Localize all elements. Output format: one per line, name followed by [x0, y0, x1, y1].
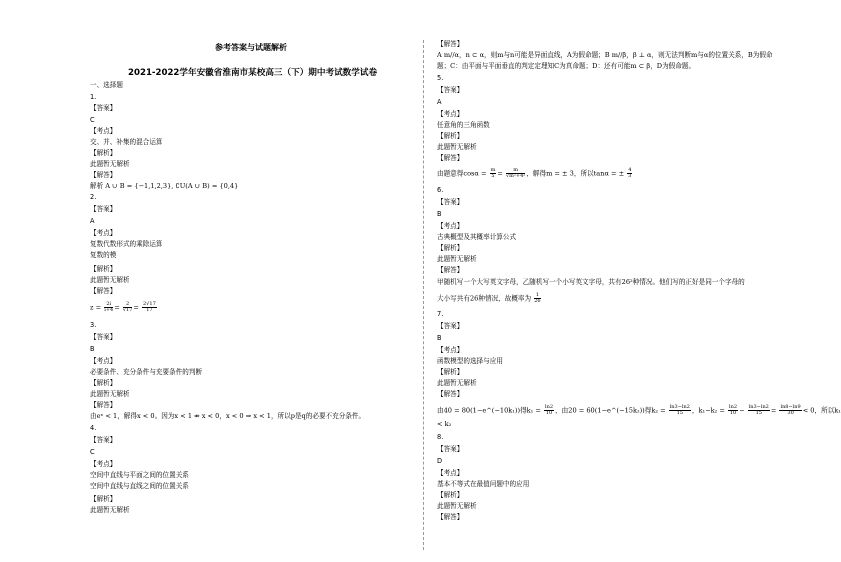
topic-value: 基本不等式在最值问题中的应用 — [437, 480, 530, 488]
topic-label: 【考点】 — [437, 222, 464, 230]
document-subtitle: 2021-2022学年安徽省淮南市某校高三（下）期中考试数学试卷 — [128, 68, 378, 78]
answer-label: 【答案】 — [437, 198, 464, 206]
fraction: $\frac{4}{3}$ — [628, 167, 632, 179]
question-number: 1. — [90, 93, 97, 101]
answer-label: 【答案】 — [90, 205, 117, 213]
column-divider — [423, 40, 424, 550]
fraction: $\frac{\ln 2}{10}$ — [729, 404, 738, 416]
topic-label: 【考点】 — [90, 127, 117, 135]
question-number: 6. — [437, 186, 444, 194]
analysis-value: 此题暂无解析 — [90, 160, 130, 168]
question-number: 3. — [90, 321, 97, 329]
solution-text: z = — [90, 303, 102, 312]
solution-text: A m//α，n ⊂ α，则m与n可能是异面直线，A为假命题；B m//β，β ⊥ α，则无法判断m与α的位置关系，B为假命 — [437, 51, 773, 59]
solution-label: 【解答】 — [437, 390, 464, 398]
fraction: $\frac{\ln 2}{10}$ — [545, 404, 554, 416]
fraction: $\frac{2}{√17}$ — [122, 301, 133, 313]
analysis-label: 【解析】 — [90, 495, 117, 503]
fraction: $\frac{\ln 8-\ln 9}{30}$ — [780, 404, 801, 416]
solution-label: 【解答】 — [437, 266, 464, 274]
analysis-value: 此题暂无解析 — [90, 506, 130, 514]
solution-text: 由题意得cosα = — [437, 169, 487, 178]
solution-formula: 由题意得cosα = $\frac{m}{5}$ = $\frac{m}{\text{√m²+4²}}$ ，解得m = ± 3，所以tanα = ± $\frac{4}{3}$ — [437, 167, 632, 179]
analysis-label: 【解析】 — [437, 132, 464, 140]
topic-value: 函数模型的选择与应用 — [437, 357, 503, 365]
answer-value: B — [437, 334, 442, 342]
solution-text: 甲随机写一个大写英文字母，乙随机写一个小写英文字母，共有26²种情况。他们写的正好是同一个字母的 — [437, 278, 745, 286]
analysis-value: 此题暂无解析 — [437, 502, 477, 510]
topic-value: 复数的模 — [90, 251, 117, 259]
analysis-label: 【解析】 — [90, 149, 117, 157]
analysis-value: 此题暂无解析 — [437, 379, 477, 387]
topic-label: 【考点】 — [90, 357, 117, 365]
answer-label: 【答案】 — [90, 333, 117, 341]
topic-label: 【考点】 — [90, 460, 117, 468]
topic-value: 交、并、补集的混合运算 — [90, 138, 163, 146]
solution-label: 【解答】 — [90, 401, 117, 409]
answer-label: 【答案】 — [437, 445, 464, 453]
solution-label: 【解答】 — [437, 513, 464, 521]
right-column — [437, 0, 841, 562]
answer-label: 【答案】 — [90, 436, 117, 444]
fraction: $\frac{1}{26}$ — [534, 292, 541, 304]
analysis-value: 此题暂无解析 — [437, 143, 477, 151]
solution-text: 大小写共有26种情况，故概率为 — [437, 294, 532, 303]
analysis-label: 【解析】 — [437, 491, 464, 499]
question-number: 2. — [90, 193, 97, 201]
analysis-value: 此题暂无解析 — [437, 255, 477, 263]
document-title: 参考答案与试题解析 — [215, 43, 287, 52]
question-number: 7. — [437, 310, 444, 318]
topic-value: 空间中直线与直线之间的位置关系 — [90, 482, 189, 490]
answer-value: C — [90, 116, 95, 124]
solution-text: 题；C：由平面与平面垂直的判定定理知C为真命题；D：还有可能m ⊂ β，D为假命题。 — [437, 62, 696, 70]
fraction: $\frac{m}{\text{√m²+4²}}$ — [505, 167, 526, 179]
solution-label: 【解答】 — [90, 287, 117, 295]
question-number: 5. — [437, 74, 444, 82]
question-number: 8. — [437, 433, 444, 441]
solution-label: 【解答】 — [437, 40, 464, 48]
solution-text: 解析 A ∪ B = {−1,1,2,3}, ∁U(A ∪ B) = {0,4} — [90, 182, 239, 190]
solution-formula — [437, 293, 542, 304]
topic-label: 【考点】 — [437, 346, 464, 354]
solution-text: 由eˣ < 1，解得x < 0。因为x < 1 ⇏ x < 0，x < 0 ⇒ x < 1，所以p是q的必要不充分条件。 — [90, 412, 366, 420]
fraction: $\frac{2√17}{17}$ — [143, 301, 156, 313]
topic-value: 任意角的三角函数 — [437, 121, 490, 129]
analysis-value: 此题暂无解析 — [90, 276, 130, 284]
solution-label: 【解答】 — [437, 154, 464, 162]
analysis-label: 【解析】 — [90, 265, 117, 273]
answer-value: D — [437, 457, 443, 465]
answer-value: B — [90, 345, 95, 353]
fraction: $\frac{m}{5}$ — [490, 167, 496, 179]
topic-label: 【考点】 — [90, 229, 117, 237]
analysis-label: 【解析】 — [90, 379, 117, 387]
answer-value: A — [90, 217, 95, 225]
solution-formula: 由40 = 80(1−e^(−10k₁))得k₁ = $\frac{\ln 2}{10}$ ，由20 = 60(1−e^(−15k₂))得k₂ = $\frac{\ln 3-\ln 2}{15}$ ，k₁−k₂ = $\frac{\ln 2}{10}$ − $\frac{\ln 3-\ln 2}{15}$ = $\frac{\ln 8-\ln 9}{30}$ < 0，所以k₁ — [437, 404, 841, 416]
answer-value: A — [437, 98, 442, 106]
left-column — [90, 0, 415, 562]
answer-label: 【答案】 — [90, 104, 117, 112]
analysis-value: 此题暂无解析 — [90, 390, 130, 398]
answer-value: C — [90, 448, 95, 456]
solution-text: < k₂ — [437, 420, 452, 428]
fraction: $\frac{\ln 3-\ln 2}{15}$ — [669, 404, 690, 416]
question-number: 4. — [90, 424, 97, 432]
solution-label: 【解答】 — [90, 171, 117, 179]
analysis-label: 【解析】 — [437, 368, 464, 376]
section-heading: 一、选择题 — [90, 81, 123, 89]
topic-value: 复数代数形式的乘除运算 — [90, 240, 163, 248]
topic-value: 空间中直线与平面之间的位置关系 — [90, 471, 189, 479]
topic-label: 【考点】 — [437, 469, 464, 477]
fraction: $\frac{\ln 3-\ln 2}{15}$ — [748, 404, 769, 416]
answer-label: 【答案】 — [437, 86, 464, 94]
solution-text: 由40 = 80(1−e^(−10k₁))得k₁ = — [437, 406, 541, 415]
analysis-label: 【解析】 — [437, 244, 464, 252]
fraction: $\frac{2i}{i+4}$ — [104, 301, 114, 313]
answer-value: B — [437, 210, 442, 218]
solution-formula: z = $\frac{2i}{i+4}$ = $\frac{2}{√17}$ = $\frac{2√17}{17}$ — [90, 301, 156, 313]
topic-label: 【考点】 — [437, 110, 464, 118]
topic-value: 必要条件、充分条件与充要条件的判断 — [90, 368, 203, 376]
topic-value: 古典概型及其概率计算公式 — [437, 233, 517, 241]
answer-label: 【答案】 — [437, 322, 464, 330]
